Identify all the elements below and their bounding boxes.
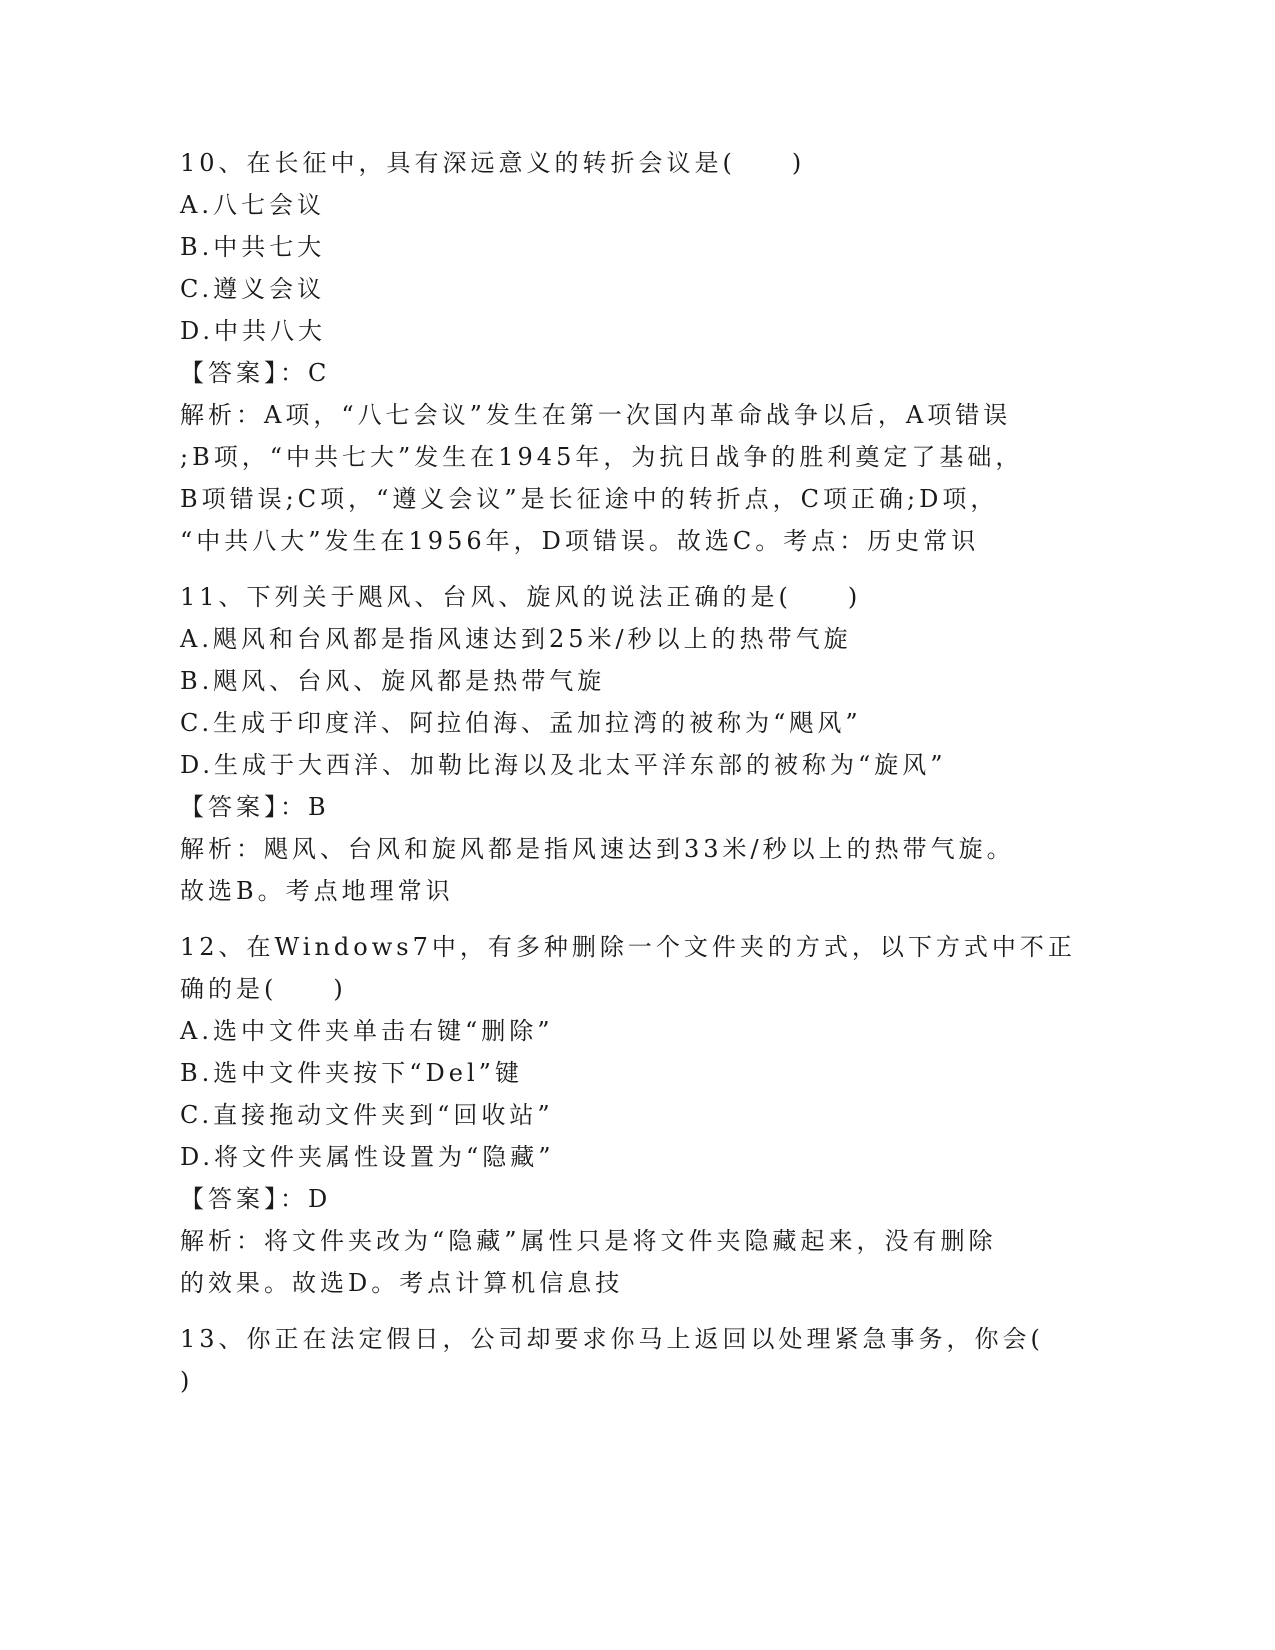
explanation-line: ;B项，“中共七大”发生在1945年，为抗日战争的胜利奠定了基础，: [180, 443, 1024, 471]
option-a: A.飓风和台风都是指风速达到25米/秒以上的热带气旋: [180, 625, 852, 653]
question-stem: 11、下列关于飓风、台风、旋风的说法正确的是( ): [180, 583, 862, 611]
option-b: B.选中文件夹按下“Del”键: [180, 1059, 523, 1087]
option-d: D.将文件夹属性设置为“隐藏”: [180, 1143, 555, 1171]
answer: 【答案】：C: [180, 359, 331, 387]
question-stem: 13、你正在法定假日，公司却要求你马上返回以处理紧急事务，你会(: [180, 1325, 1044, 1353]
question-stem: ): [180, 1367, 194, 1395]
explanation-line: 解析：A项，“八七会议”发生在第一次国内革命战争以后，A项错误: [180, 401, 1012, 429]
question-stem: 确的是( ): [180, 975, 347, 1003]
question-12: [180, 926, 1076, 1304]
explanation-line: 解析：飓风、台风和旋风都是指风速达到33米/秒以上的热带气旋。: [180, 835, 1015, 863]
explanation-line: B项错误;C项，“遵义会议”是长征途中的转折点，C项正确;D项，: [180, 485, 999, 513]
option-a: A.选中文件夹单击右键“删除”: [180, 1017, 554, 1045]
answer: 【答案】：D: [180, 1185, 332, 1213]
option-c: C.生成于印度洋、阿拉伯海、孟加拉湾的被称为“飓风”: [180, 709, 862, 737]
question-13: [180, 1318, 1044, 1402]
explanation-line: 故选B。考点地理常识: [180, 877, 454, 905]
explanation-line: 解析：将文件夹改为“隐藏”属性只是将文件夹隐藏起来，没有删除: [180, 1227, 997, 1255]
option-c: C.遵义会议: [180, 275, 326, 303]
option-b: B.飓风、台风、旋风都是热带气旋: [180, 667, 606, 695]
option-a: A.八七会议: [180, 191, 325, 219]
explanation-line: 的效果。故选D。考点计算机信息技: [180, 1269, 624, 1297]
option-d: D.中共八大: [180, 317, 327, 345]
answer: 【答案】：B: [180, 793, 330, 821]
question-stem: 12、在Windows7中，有多种删除一个文件夹的方式，以下方式中不正: [180, 933, 1076, 961]
question-11: [180, 576, 1040, 912]
explanation-line: “中共八大”发生在1956年，D项错误。故选C。考点：历史常识: [180, 527, 980, 555]
option-b: B.中共七大: [180, 233, 326, 261]
option-d: D.生成于大西洋、加勒比海以及北太平洋东部的被称为“旋风”: [180, 751, 947, 779]
option-c: C.直接拖动文件夹到“回收站”: [180, 1101, 554, 1129]
document-page: [180, 142, 1076, 1402]
question-stem: 10、在长征中，具有深远意义的转折会议是( ): [180, 149, 806, 177]
question-10: [180, 142, 1040, 562]
